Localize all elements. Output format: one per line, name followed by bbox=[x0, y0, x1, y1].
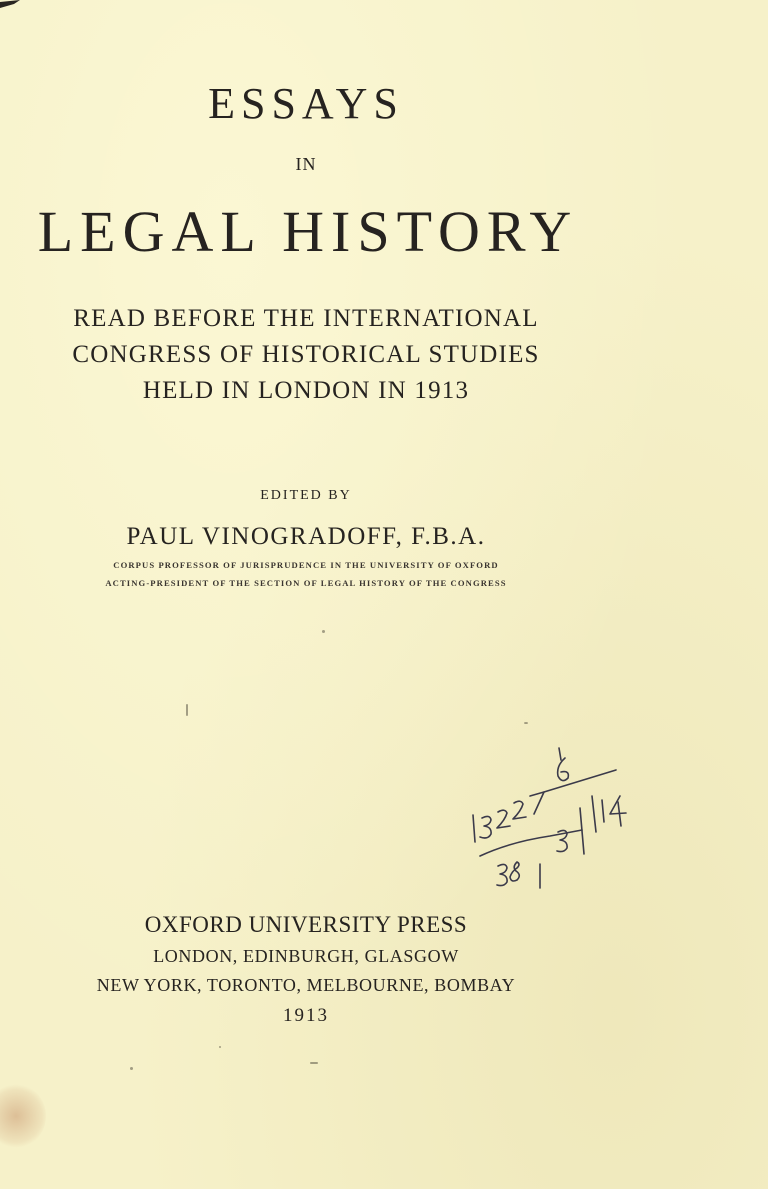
subtitle-line-2: CONGRESS OF HISTORICAL STUDIES bbox=[72, 341, 540, 368]
publisher-name: OXFORD UNIVERSITY PRESS bbox=[144, 912, 468, 937]
paper-speck bbox=[186, 704, 188, 716]
publication-year: 1913 bbox=[283, 1005, 329, 1026]
editor-title-1: CORPUS PROFESSOR OF JURISPRUDENCE IN THE UNIVERSITY OF OXFORD bbox=[113, 560, 499, 570]
paper-speck bbox=[130, 1067, 133, 1070]
handwritten-accession-note bbox=[460, 740, 640, 900]
publisher-cities-2: NEW YORK, TORONTO, MELBOURNE, BOMBAY bbox=[96, 975, 516, 995]
paper-speck bbox=[322, 630, 325, 633]
paper-speck bbox=[219, 1046, 221, 1048]
subtitle-line-1: READ BEFORE THE INTERNATIONAL bbox=[73, 305, 539, 332]
edited-by-label: EDITED BY bbox=[260, 488, 352, 503]
main-title: LEGAL HISTORY bbox=[37, 199, 579, 264]
editor-title-2: ACTING-PRESIDENT OF THE SECTION OF LEGAL HISTORY OF THE CONGRESS bbox=[105, 578, 507, 588]
paper-speck bbox=[310, 1062, 318, 1064]
corner-mark bbox=[0, 0, 22, 10]
editor-name: PAUL VINOGRADOFF, F.B.A. bbox=[126, 523, 486, 550]
title-word-in: IN bbox=[295, 154, 317, 174]
title-word-essays: ESSAYS bbox=[208, 79, 404, 128]
paper-stain bbox=[0, 1084, 46, 1148]
publisher-cities-1: LONDON, EDINBURGH, GLASGOW bbox=[153, 946, 459, 966]
paper-speck bbox=[524, 722, 528, 724]
subtitle-line-3: HELD IN LONDON IN 1913 bbox=[142, 377, 470, 404]
